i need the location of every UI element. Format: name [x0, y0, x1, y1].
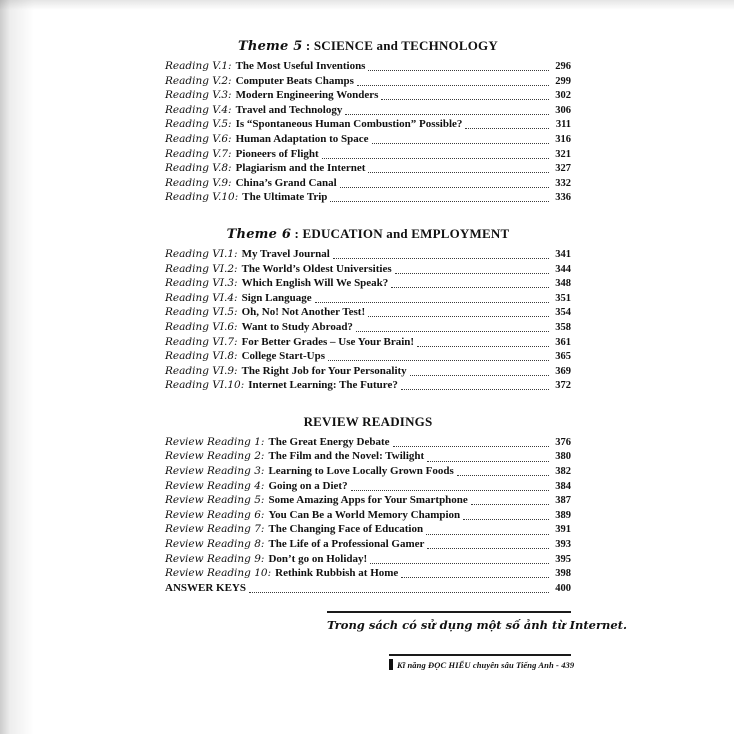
toc-entry-label: Review Reading 2:	[165, 450, 265, 463]
toc-entry	[165, 161, 571, 176]
toc-entry-title: Pioneers of Flight	[235, 147, 319, 160]
dotted-leader	[401, 389, 549, 390]
dotted-leader	[410, 375, 549, 376]
answer-keys-label: ANSWER KEYS	[165, 581, 246, 594]
dotted-leader	[315, 302, 549, 303]
toc-entry-label: Review Reading 7:	[165, 523, 265, 536]
toc-entry-page: 393	[555, 539, 571, 551]
toc-entry	[165, 117, 571, 132]
toc-entry-label: Reading VI.1:	[165, 247, 238, 260]
toc-entry-page: 395	[555, 553, 571, 565]
toc-entry	[165, 349, 571, 364]
toc-entry-page: 306	[555, 104, 571, 116]
toc-entry-label: Review Reading 1:	[165, 435, 265, 448]
toc-entry	[165, 364, 571, 379]
dotted-leader	[357, 85, 549, 86]
toc-entry	[165, 176, 571, 191]
toc-entry-label: Reading V.3:	[165, 89, 232, 102]
section-heading-text: : EDUCATION and EMPLOYMENT	[291, 225, 510, 241]
toc-entry-label: Reading V.8:	[165, 162, 232, 175]
dotted-leader	[427, 548, 549, 549]
toc-entry-page: 327	[555, 163, 571, 175]
dotted-leader	[330, 201, 549, 202]
toc-entry-page: 344	[555, 263, 571, 275]
dotted-leader	[368, 316, 549, 317]
toc-entry-page: 311	[555, 119, 571, 131]
dotted-leader	[322, 158, 549, 159]
toc-entry	[165, 378, 571, 393]
toc-entry-title: The Film and the Novel: Twilight	[268, 450, 425, 463]
toc-entry	[165, 320, 571, 335]
toc-entry-page: 296	[555, 61, 571, 72]
toc-entry-title: Human Adaptation to Space	[235, 132, 369, 145]
section-heading-text: REVIEW READINGS	[303, 413, 433, 429]
dotted-leader	[356, 331, 549, 332]
toc-entry-label: Reading V.7:	[165, 147, 232, 160]
toc-entry-page: 348	[555, 278, 571, 290]
dotted-leader	[393, 446, 549, 447]
dotted-leader	[463, 519, 549, 520]
toc-entry	[165, 59, 571, 74]
dotted-leader	[351, 490, 549, 491]
toc-entry-title: You Can Be a World Memory Champion	[268, 508, 461, 521]
dotted-leader	[395, 273, 549, 274]
toc-entry-label: Reading V.4:	[165, 103, 232, 116]
section-heading	[165, 414, 571, 430]
dotted-leader	[465, 128, 549, 129]
dotted-leader	[427, 461, 549, 462]
dotted-leader	[368, 172, 549, 173]
toc-entry-page: 365	[555, 351, 571, 363]
toc-entry-page: 382	[555, 466, 571, 478]
toc-entry	[165, 493, 571, 508]
toc-entry-title: Internet Learning: The Future?	[248, 379, 398, 392]
toc-entry-title: College Start-Ups	[241, 350, 325, 363]
toc-entry-title: China’s Grand Canal	[235, 176, 337, 189]
toc-entry-title: Want to Study Abroad?	[241, 320, 353, 333]
toc-entry-page: 372	[555, 380, 571, 392]
toc-entry	[165, 74, 571, 89]
toc-entry-label: Reading VI.8:	[165, 350, 238, 363]
toc-entry-label: Reading VI.4:	[165, 291, 238, 304]
dotted-leader	[340, 187, 549, 188]
toc-entry-title: For Better Grades – Use Your Brain!	[241, 335, 415, 348]
toc-entry-label: Reading VI.6:	[165, 320, 238, 333]
toc-entry-page: 380	[555, 451, 571, 463]
dotted-leader	[345, 114, 549, 115]
toc-section	[165, 226, 571, 393]
toc-entry	[165, 479, 571, 494]
toc-entry-title: The Right Job for Your Personality	[241, 364, 407, 377]
toc-entry-label: Reading V.9:	[165, 176, 232, 189]
toc-entry	[165, 190, 571, 205]
toc-entry-page: 351	[555, 292, 571, 304]
toc-entry-title: The Most Useful Inventions	[235, 60, 366, 72]
toc-entry-title: Plagiarism and the Internet	[235, 162, 366, 175]
toc-entry	[165, 566, 571, 581]
dotted-leader	[426, 534, 549, 535]
toc-entry-title: The World’s Oldest Universities	[241, 262, 392, 275]
toc-entry	[165, 88, 571, 103]
dotted-leader	[417, 346, 549, 347]
toc-entry	[165, 335, 571, 350]
section-heading	[165, 38, 571, 54]
toc-entry	[165, 247, 571, 262]
footer-marker-bar	[389, 659, 393, 670]
toc-entry-label: Reading VI.5:	[165, 306, 238, 319]
toc-entry-label: Reading VI.10:	[165, 379, 245, 392]
toc-entry-page: 354	[555, 307, 571, 319]
toc-entry-page: 358	[555, 321, 571, 333]
toc-entry-title: Sign Language	[241, 291, 312, 304]
footer-text: Kĩ năng ĐỌC HIỂU chuyên sâu Tiếng Anh - 439	[397, 659, 575, 670]
toc-section	[165, 38, 571, 205]
dotted-leader	[328, 360, 549, 361]
toc-entry-page: 389	[555, 509, 571, 521]
toc-entry	[165, 435, 571, 450]
toc-entry-page: 387	[555, 495, 571, 507]
toc-entry-title: Travel and Technology	[235, 103, 343, 116]
toc-entry-page: 332	[555, 177, 571, 189]
dotted-leader	[249, 592, 549, 593]
toc-entry	[165, 276, 571, 291]
toc-entry-page: 398	[555, 568, 571, 580]
toc-entry-title: Learning to Love Locally Grown Foods	[268, 465, 454, 478]
page-edge-shadow	[0, 0, 36, 734]
toc-entry-title: Some Amazing Apps for Your Smartphone	[268, 494, 468, 507]
toc-entry	[165, 291, 571, 306]
toc-entry-label: Reading V.10:	[165, 191, 239, 204]
image-credit-note: Trong sách có sử dụng một số ảnh từ Internet.	[327, 611, 571, 632]
page-footer	[389, 654, 575, 670]
dotted-leader	[372, 143, 549, 144]
section-heading-script: Theme 5	[238, 39, 303, 54]
toc-entry-page: 316	[555, 133, 571, 145]
toc-entry-page: 336	[555, 192, 571, 204]
toc-entry	[165, 449, 571, 464]
toc-section	[165, 414, 571, 581]
toc-entry-label: Review Reading 8:	[165, 538, 265, 551]
toc-entry	[165, 132, 571, 147]
toc-entry-title: Which English Will We Speak?	[241, 277, 389, 290]
toc-entry-title: Computer Beats Champs	[235, 74, 354, 87]
toc-entry-label: Reading V.2:	[165, 74, 232, 87]
toc-entry-title: Don’t go on Holiday!	[268, 552, 368, 565]
dotted-leader	[471, 504, 549, 505]
dotted-leader	[368, 70, 549, 71]
dotted-leader	[391, 287, 549, 288]
toc-entry	[165, 262, 571, 277]
dotted-leader	[333, 258, 549, 259]
toc-entry-label: Reading V.5:	[165, 118, 232, 131]
toc-entry	[165, 147, 571, 162]
toc-entry-label: Review Reading 9:	[165, 552, 265, 565]
toc-entry	[165, 537, 571, 552]
toc-entry	[165, 464, 571, 479]
toc-entry-label: Reading VI.7:	[165, 335, 238, 348]
toc-entry	[165, 508, 571, 523]
toc-entry-title: The Great Energy Debate	[268, 435, 390, 448]
toc-entry-page: 369	[555, 365, 571, 377]
toc-entry-title: The Life of a Professional Gamer	[268, 538, 425, 551]
dotted-leader	[401, 577, 549, 578]
answer-keys-page: 400	[555, 582, 571, 594]
toc-entry-label: Review Reading 4:	[165, 479, 265, 492]
toc-entry-page: 299	[555, 75, 571, 87]
toc-entry-title: Going on a Diet?	[268, 479, 348, 492]
toc-entry	[165, 552, 571, 567]
toc-entry-label: Reading VI.9:	[165, 364, 238, 377]
section-heading-script: Theme 6	[226, 226, 292, 242]
toc-entry-label: Reading VI.2:	[165, 262, 238, 275]
toc-entry-label: Review Reading 3:	[165, 465, 265, 478]
toc-entry-page: 376	[555, 436, 571, 448]
toc-entry-title: Oh, No! Not Another Test!	[241, 306, 366, 319]
toc-entry-label: Review Reading 10:	[165, 567, 272, 580]
toc-entry-label: Reading V.6:	[165, 132, 232, 145]
page-top-shadow	[0, 0, 734, 10]
answer-keys-row	[165, 581, 571, 596]
toc-entry-label: Review Reading 5:	[165, 494, 265, 507]
toc-entry	[165, 522, 571, 537]
dotted-leader	[381, 99, 549, 100]
dotted-leader	[457, 475, 549, 476]
toc-entry-page: 341	[555, 248, 571, 260]
toc-entry-label: Reading V.1:	[165, 60, 232, 72]
toc-entry-title: Modern Engineering Wonders	[235, 89, 379, 102]
toc-entry	[165, 103, 571, 118]
toc-entry-title: My Travel Journal	[241, 247, 330, 260]
dotted-leader	[370, 563, 549, 564]
toc-entry	[165, 305, 571, 320]
toc-content	[165, 38, 628, 670]
section-heading-text: : SCIENCE and TECHNOLOGY	[302, 38, 498, 53]
toc-entry-title: The Changing Face of Education	[268, 523, 424, 536]
toc-entry-label: Review Reading 6:	[165, 508, 265, 521]
toc-entry-title: The Ultimate Trip	[242, 191, 328, 204]
toc-entry-page: 391	[555, 524, 571, 536]
toc-entry-page: 384	[555, 480, 571, 492]
toc-entry-page: 361	[555, 336, 571, 348]
toc-sections	[165, 38, 571, 581]
toc-entry-title: Rethink Rubbish at Home	[275, 567, 399, 580]
toc-entry-page: 321	[555, 148, 571, 160]
toc-entry-title: Is “Spontaneous Human Combustion” Possible?	[235, 118, 463, 131]
toc-entry-page: 302	[555, 90, 571, 102]
section-heading	[165, 226, 571, 242]
toc-entry-label: Reading VI.3:	[165, 277, 238, 290]
